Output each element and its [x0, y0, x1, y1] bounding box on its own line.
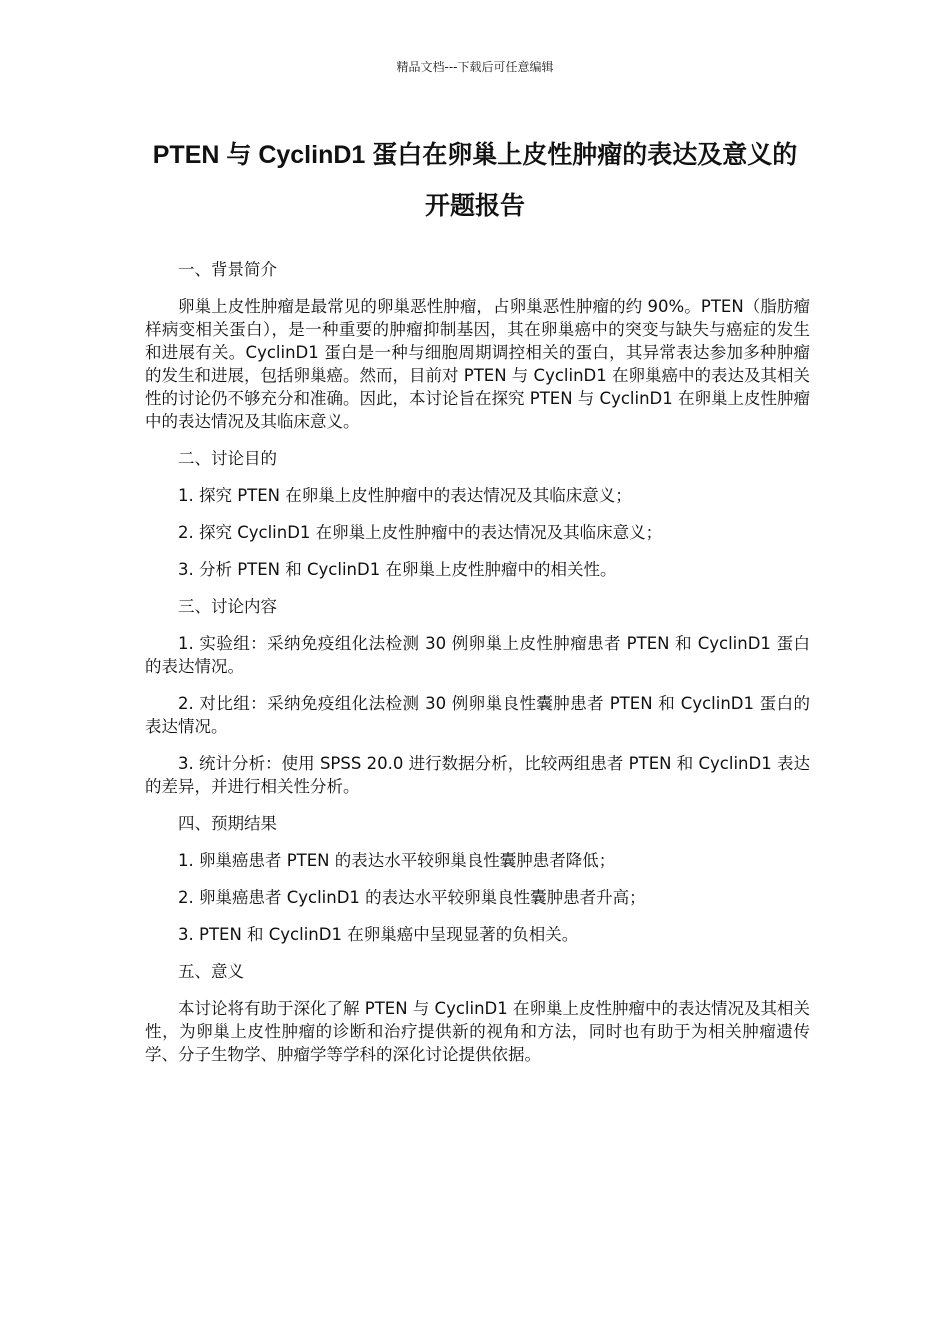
list-item-objective-1: 1. 探究 PTEN 在卵巢上皮性肿瘤中的表达情况及其临床意义； [178, 486, 632, 505]
list-item-content-2: 2. 对比组：采纳免疫组化法检测 30 例卵巢良性囊肿患者 PTEN 和 CyclinD1 蛋白的表达情况。 [145, 694, 810, 736]
section-heading-content: 三、讨论内容 [178, 597, 277, 616]
document-title [120, 130, 830, 232]
list-item-objective-2: 2. 探究 CyclinD1 在卵巢上皮性肿瘤中的表达情况及其临床意义； [178, 523, 663, 542]
list-item-content-3: 3. 统计分析：使用 SPSS 20.0 进行数据分析，比较两组患者 PTEN 和 CyclinD1 表达的差异，并进行相关性分析。 [145, 754, 810, 796]
section-heading-expected-results: 四、预期结果 [178, 814, 277, 833]
list-item-result-1: 1. 卵巢癌患者 PTEN 的表达水平较卵巢良性囊肿患者降低； [178, 851, 616, 870]
list-item-objective-3: 3. 分析 PTEN 和 CyclinD1 在卵巢上皮性肿瘤中的相关性。 [178, 560, 617, 579]
document-title-line-2: 开题报告 [424, 192, 525, 220]
section-heading-background: 一、背景简介 [178, 260, 277, 279]
section-heading-objectives: 二、讨论目的 [178, 449, 277, 468]
paragraph-background: 卵巢上皮性肿瘤是最常见的卵巢恶性肿瘤，占卵巢恶性肿瘤的约 90%。PTEN（脂肪瘤样病变相关蛋白），是一种重要的肿瘤抑制基因，其在卵巢癌中的突变与缺失与癌症的发生和进展有关。CyclinD1 蛋白是一种与细胞周期调控相关的蛋白，其异常表达参加多种肿瘤的发生和进展，包括卵巢癌。然而，目前对 PTEN 与 CyclinD1 在卵巢癌中的表达及其相关性的讨论仍不够充分和准确。因此，本讨论旨在探究 PTEN 与 CyclinD1 在卵巢上皮性肿瘤中的表达情况及其临床意义。 [145, 297, 810, 431]
page-header-note: 精品文档---下载后可任意编辑 [396, 60, 554, 74]
list-item-content-1: 1. 实验组：采纳免疫组化法检测 30 例卵巢上皮性肿瘤患者 PTEN 和 CyclinD1 蛋白的表达情况。 [145, 634, 810, 676]
list-item-result-3: 3. PTEN 和 CyclinD1 在卵巢癌中呈现显著的负相关。 [178, 925, 579, 944]
document-body [145, 258, 810, 1080]
document-title-line-1: PTEN 与 CyclinD1 蛋白在卵巢上皮性肿瘤的表达及意义的 [152, 141, 798, 169]
section-heading-significance: 五、意义 [178, 962, 244, 981]
list-item-result-2: 2. 卵巢癌患者 CyclinD1 的表达水平较卵巢良性囊肿患者升高； [178, 888, 646, 907]
paragraph-significance: 本讨论将有助于深化了解 PTEN 与 CyclinD1 在卵巢上皮性肿瘤中的表达情况及其相关性，为卵巢上皮性肿瘤的诊断和治疗提供新的视角和方法，同时也有助于为相关肿瘤遗传学、分子生物学、肿瘤学等学科的深化讨论提供依据。 [145, 999, 810, 1064]
